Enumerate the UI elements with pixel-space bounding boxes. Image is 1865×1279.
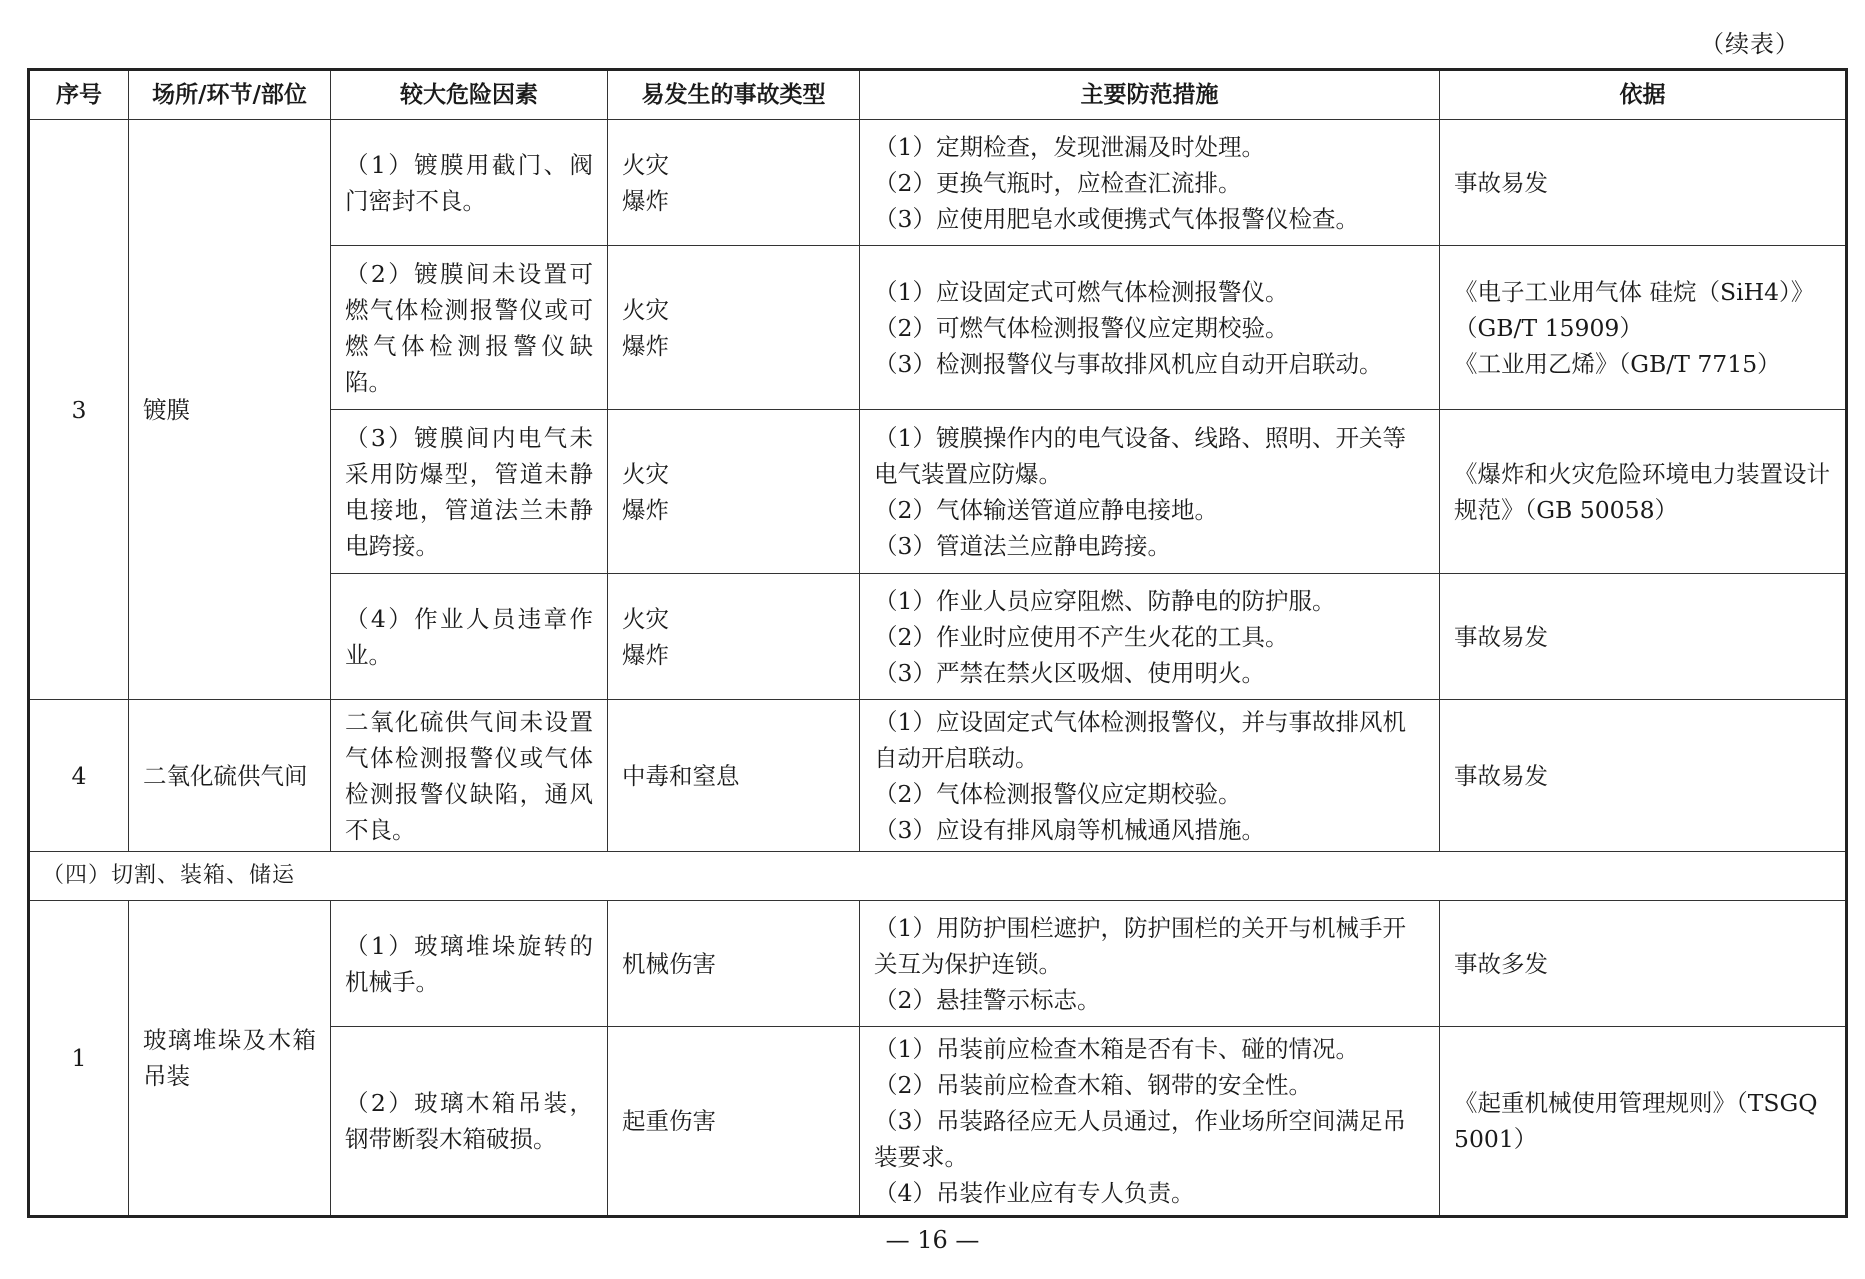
continued-label: （续表） — [1700, 30, 1800, 58]
header-factor: 较大危险因素 — [331, 70, 608, 120]
section-title: （四）切割、装箱、储运 — [29, 852, 1847, 901]
accident-line: 爆炸 — [622, 331, 669, 360]
risk-factor: （2）玻璃木箱吊装，钢带断裂木箱破损。 — [331, 1027, 608, 1217]
header-basis: 依据 — [1440, 70, 1847, 120]
accident-line: 火灾 — [622, 459, 669, 488]
prevention-measures — [860, 901, 1440, 1027]
prevention-measures — [860, 246, 1440, 410]
basis-line: 事故易发 — [1454, 168, 1548, 197]
row-place: 镀膜 — [129, 120, 331, 700]
table-row — [29, 120, 1847, 246]
risk-factor: 二氧化硫供气间未设置气体检测报警仪或气体检测报警仪缺陷，通风不良。 — [331, 700, 608, 852]
table-row — [29, 700, 1847, 852]
header-place: 场所/环节/部位 — [129, 70, 331, 120]
table-row — [29, 901, 1847, 1027]
row-place: 二氧化硫供气间 — [129, 700, 331, 852]
basis — [1440, 1027, 1847, 1217]
accident-type — [608, 700, 860, 852]
basis — [1440, 574, 1847, 700]
row-number: 3 — [29, 120, 129, 700]
basis-line: 《起重机械使用管理规则》（TSGQ 5001） — [1454, 1089, 1818, 1153]
measure-line: （3）应使用肥皂水或便携式气体报警仪检查。 — [874, 204, 1359, 233]
prevention-measures — [860, 700, 1440, 852]
prevention-measures — [860, 410, 1440, 574]
row-place: 玻璃堆垛及木箱吊装 — [129, 901, 331, 1217]
basis — [1440, 246, 1847, 410]
measure-line: （1）用防护围栏遮护，防护围栏的关开与机械手开关互为保护连锁。 — [874, 913, 1406, 978]
measure-line: （1）定期检查，发现泄漏及时处理。 — [874, 132, 1265, 161]
accident-type — [608, 120, 860, 246]
prevention-measures — [860, 1027, 1440, 1217]
basis-line: 《爆炸和火灾危险环境电力装置设计规范》（GB 50058） — [1454, 459, 1830, 524]
accident-line: 起重伤害 — [622, 1107, 716, 1135]
section-row — [29, 852, 1847, 901]
accident-line: 爆炸 — [622, 640, 669, 669]
header-accident: 易发生的事故类型 — [608, 70, 860, 120]
prevention-measures — [860, 574, 1440, 700]
risk-factor: （2）镀膜间未设置可燃气体检测报警仪或可燃气体检测报警仪缺陷。 — [331, 246, 608, 410]
measure-line: （2）可燃气体检测报警仪应定期校验。 — [874, 313, 1289, 342]
table-header-row — [29, 70, 1847, 120]
measure-line: （3）管道法兰应静电跨接。 — [874, 531, 1171, 560]
measure-line: （3）检测报警仪与事故排风机应自动开启联动。 — [874, 349, 1383, 378]
row-number: 1 — [29, 901, 129, 1217]
measure-line: （3）吊装路径应无人员通过，作业场所空间满足吊装要求。 — [874, 1107, 1406, 1171]
accident-type — [608, 1027, 860, 1217]
header-measures: 主要防范措施 — [860, 70, 1440, 120]
measure-line: （2）气体输送管道应静电接地。 — [874, 495, 1218, 524]
measure-line: （1）吊装前应检查木箱是否有卡、碰的情况。 — [874, 1035, 1359, 1063]
risk-factor: （3）镀膜间内电气未采用防爆型，管道未静电接地，管道法兰未静电跨接。 — [331, 410, 608, 574]
accident-line: 爆炸 — [622, 495, 669, 524]
basis — [1440, 410, 1847, 574]
risk-factor: （1）镀膜用截门、阀门密封不良。 — [331, 120, 608, 246]
measure-line: （1）镀膜操作内的电气设备、线路、照明、开关等电气装置应防爆。 — [874, 423, 1406, 488]
risk-factor: （4）作业人员违章作业。 — [331, 574, 608, 700]
basis-line: 《电子工业用气体 硅烷（SiH4）》（GB/T 15909） — [1454, 277, 1815, 342]
measure-line: （3）严禁在禁火区吸烟、使用明火。 — [874, 658, 1265, 687]
page-number: — 16 — — [885, 1226, 980, 1254]
measure-line: （1）应设固定式气体检测报警仪，并与事故排风机自动开启联动。 — [874, 707, 1406, 772]
basis-line: 事故多发 — [1454, 949, 1548, 978]
accident-line: 火灾 — [622, 604, 669, 633]
measure-line: （2）作业时应使用不产生火花的工具。 — [874, 622, 1289, 651]
measure-line: （2）悬挂警示标志。 — [874, 985, 1101, 1014]
basis-line: 事故易发 — [1454, 761, 1548, 790]
measure-line: （2）吊装前应检查木箱、钢带的安全性。 — [874, 1071, 1312, 1099]
accident-type — [608, 246, 860, 410]
header-no: 序号 — [29, 70, 129, 120]
measure-line: （1）作业人员应穿阻燃、防静电的防护服。 — [874, 586, 1336, 615]
basis — [1440, 700, 1847, 852]
basis — [1440, 120, 1847, 246]
measure-line: （2）更换气瓶时，应检查汇流排。 — [874, 168, 1242, 197]
measure-line: （3）应设有排风扇等机械通风措施。 — [874, 815, 1265, 844]
accident-line: 中毒和窒息 — [622, 761, 740, 790]
basis-line: 事故易发 — [1454, 622, 1548, 651]
measure-line: （1）应设固定式可燃气体检测报警仪。 — [874, 277, 1289, 306]
accident-line: 爆炸 — [622, 186, 669, 215]
measure-line: （2）气体检测报警仪应定期校验。 — [874, 779, 1242, 808]
risk-factor: （1）玻璃堆垛旋转的机械手。 — [331, 901, 608, 1027]
accident-type — [608, 410, 860, 574]
row-number: 4 — [29, 700, 129, 852]
hazard-table — [27, 68, 1848, 1218]
basis-line: 《工业用乙烯》（GB/T 7715） — [1454, 349, 1781, 378]
accident-type — [608, 901, 860, 1027]
accident-line: 火灾 — [622, 150, 669, 179]
prevention-measures — [860, 120, 1440, 246]
accident-line: 火灾 — [622, 295, 669, 324]
accident-line: 机械伤害 — [622, 949, 716, 978]
basis — [1440, 901, 1847, 1027]
accident-type — [608, 574, 860, 700]
measure-line: （4）吊装作业应有专人负责。 — [874, 1179, 1195, 1207]
